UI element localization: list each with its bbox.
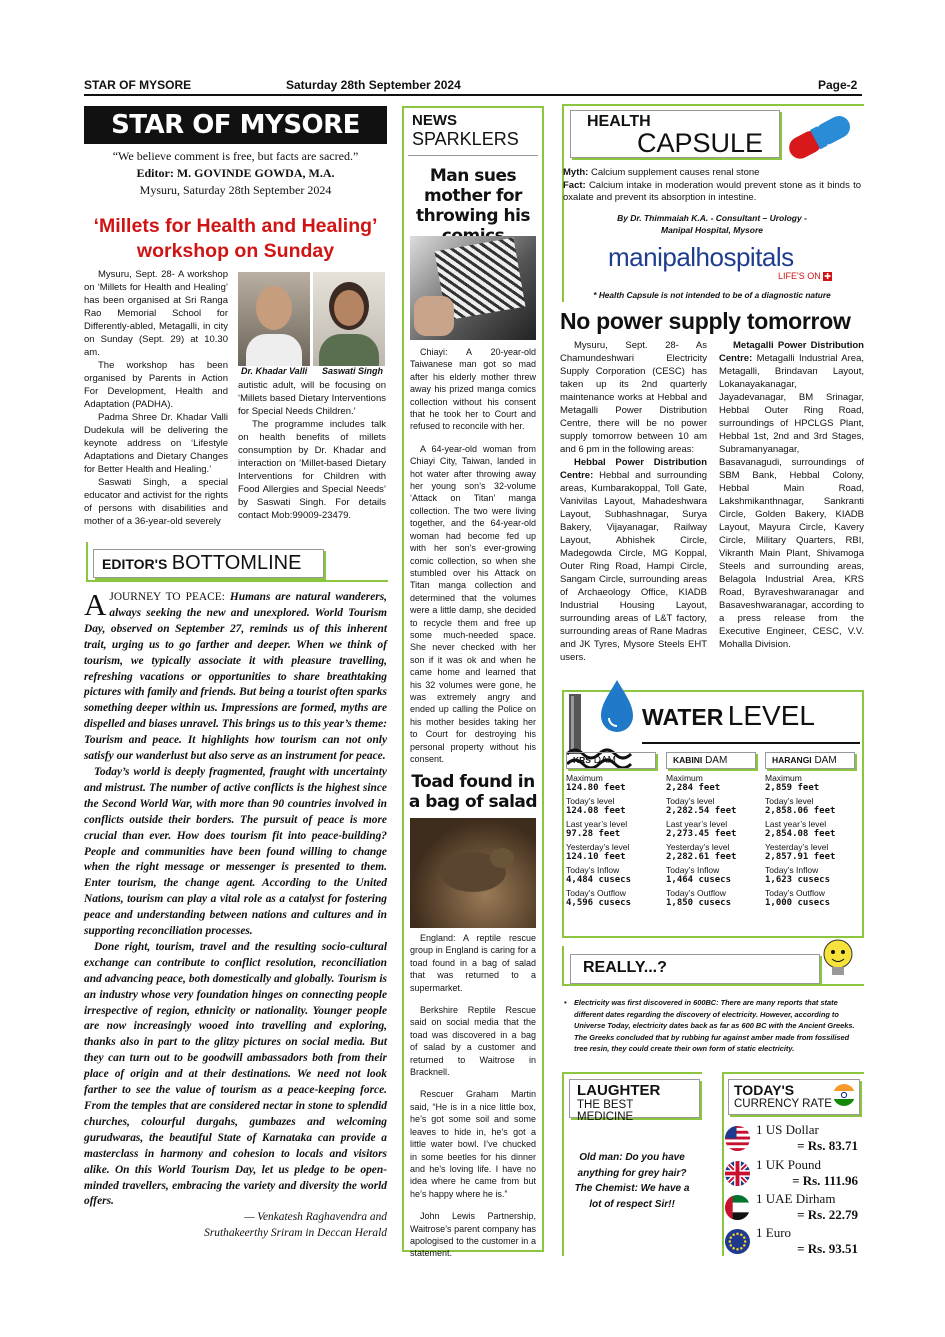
currency-row-usd: 1 US Dollar = Rs. 83.71 <box>724 1122 860 1155</box>
dam-metric-value: 1,000 cusecs <box>765 898 831 908</box>
editorial-body: AJOURNEY TO PEACE: Humans are natural wanderers, always seeking the new and unexplored. World Tourism Day, observed on September 27, reminds us of this inherent trait, urging us to go farther and deeper. When we think of tourism, we typically associate it with pleasure travelling, refreshing vacations or opportunities to share breathtaking pictures with family and friends. But being a tourist often sparks something deeper within us. Impressions are formed, myths are dispelled and biases unravel. This brings us to this year’s theme: Tourism and peace. It highlights how tourism can not only satisfy our wanderlust but also serve as an instrument for peace. Today’s world is deeply fragmented, fraught with uncertainty and mistrust. The number of active conflicts is the highest since the Second World War, with more than 90 countries involved in conflicts outside their borders. The pursuit of peace is more crucial than ever. How does tourism fit into peace-building? People and communities have been found willing to change when the right message or messenger is presented to them. Enter tourism, the change agent. According to the United Nations, tourism can play a vital role as a catalyst for fostering peace and understanding between nations and cultures and in supporting reconciliation processes. Done right, tourism, travel and the resulting socio-cultural exchange can contribute to conflict resolution, reconciliation and advancing peace, both domestically and globally. Tourism is an industry whose very foundation hinges on connecting people irrespective of region, ethnicity or nationality. Younger people are now increasingly wooed into travelling and exploring, thanks also in part to the glitzy pictures on social media. But they can turn out to be goodwill ambassadors both from their place of origin and at their destinations. We need not look farther to see the value of tourism as a peace-keeping force. From the temples that are considered nectar in stone to splendid churches, colourful durgahs, gumbazes and welcoming gurudwaras, the beautiful State of Karnataka can provide a masterclass in harmony and cohesion to locals and visitors alike. On this World Tourism Day, let us pledge to be open-minded travellers, embracing the variety and diversity the world offers. — Venkatesh Raghavendra and Sruthakeerthy Sriram in Deccan Herald <box>84 587 387 1240</box>
uk-flag-icon <box>724 1160 751 1187</box>
dam-name: KRS DAM <box>566 752 656 769</box>
us-flag-icon <box>724 1125 751 1152</box>
news-article-1: Chiayi: A 20-year-old Taiwanese man got so mad after his elderly mother threw away his prized manga comics collection without his consent that he took her to Court and refused to reconcile with her. A 64-year-old woman from Chiayi City, Taiwan, landed in hot water after throwing away her young son’s 32-volume ‘Attack on Titan’ manga collection. The two were living together, and the 64-year-old woman had become fed up with her son’s ever-growing comic collection, so when she stumbled over his Attack on Titan manga collection and determined that the volumes were a little damp, she decided to recycle them and free up some much-needed space. She never checked with her son if it was ok and when he came home and learned that his 32 volumes were gone, he was extremely angry and ended up calling the Police on his mother besides taking her to Court for destroying his personal property without his consent. <box>410 347 536 764</box>
dam-metric-value: 124.80 feet <box>566 783 626 793</box>
dam-column <box>566 755 661 908</box>
capsule-icon <box>778 108 862 164</box>
dam-name: HARANGI DAM <box>765 752 855 769</box>
dam-metric-label: Today’s level <box>666 796 715 806</box>
dam-metric-value: 2,854.08 feet <box>765 829 836 839</box>
dateline: Mysuru, Saturday 28th September 2024 <box>139 183 332 197</box>
dam-metric-label: Maximum <box>666 773 703 783</box>
currency-label: TODAY'S CURRENCY RATE <box>728 1079 860 1115</box>
health-disclaimer: * Health Capsule is not intended to be of a diagnostic nature <box>593 290 831 300</box>
news-article-2: England: A reptile rescue group in England is caring for a toad found in a bag of salad that was returned to a supermarket. Berkshire Reptile Rescue said on social media that the toad was discovered in a bag of salad by a customer and returned to Waitrose in Bracknell. Rescuer Graham Martin said, “He is in a nice little box, he’s got some soil and some leaves to hide in, he’s got a little water bowl. I’ve chucked in some beetles for his dinner and he’s loving life. I have no idea where he came from but he’s happy where he is.” John Lewis Partnership, Waitrose’s parent company has apologised to the customer in a statement. <box>410 933 536 1259</box>
dam-metric-value: 2,282.61 feet <box>666 852 737 862</box>
dam-metric-value: 2,284 feet <box>666 783 721 793</box>
dam-metric-value: 2,858.06 feet <box>765 806 836 816</box>
millets-col1: Mysuru, Sept. 28- A workshop on ‘Millets for Health and Healing’ has been organised at Sri Ranga Rao Memorial School for Differently-abled, Metagalli, in city on Sunday (Sept. 29) at 10.30 am. The workshop has been organised by Parents in Action For Development, Health and Adaptation (PADHA). Padma Shree Dr. Khadar Valli Dudekula will be delivering the keynote address on ‘Lifestyle Adaptations and Dietary Changes for Better Health and Healing.’ Saswati Singh, a special educator and activist for the rights of persons with disabilities and mother of a 36-year-old severely <box>84 269 228 527</box>
health-text: Myth: Calcium supplement causes renal stone Fact: Calcium intake in moderation would prevent stone as it binds to oxalate and prevent its absorption in intestine. <box>563 167 861 203</box>
currency-row-aed: 1 UAE Dirham = Rs. 22.79 <box>724 1191 860 1224</box>
dam-metric-value: 2,273.45 feet <box>666 829 737 839</box>
dam-metric-label: Last year’s level <box>666 819 728 829</box>
dam-metric-value: 124.08 feet <box>566 806 626 816</box>
dam-column <box>765 755 860 908</box>
power-col2: Metagalli Power Distribution Centre: Metagalli Industrial Area, Metagalli, Brindavan Layout, Lokanayakanagar, Jayadevanagar, BM Srinagar, Hebbal Outer Ring Road, surroundings of HPCLGS Plant, Hebbal 1st, 2nd and 3rd Stages, Subramanyanagar, Basavanagudi, surroundings of SBM Bank, Hebbal Colony, Hebbal Main Road, Lakshmikanthnagar, Sankranti Circle, Golden Bakery, KIADB Layout, Mayura Circle, Kavery Circle, Military Quarters, RBI, Vikranth Main Plant, Shivamoga Steels and surrounding areas, Belagola Industrial Area, KRS Road, Byraveshwaranagar and Basaveshwaranagar, according to a press release from the Executive Engineer, CESC, V.V. Mohalla Division. <box>719 340 864 650</box>
dam-metric-label: Last year’s level <box>566 819 628 829</box>
health-label: HEALTH CAPSULE <box>570 110 780 158</box>
paper-name: STAR OF MYSORE <box>84 78 192 92</box>
dam-metric-value: 2,857.91 feet <box>765 852 836 862</box>
masthead-info <box>84 148 387 199</box>
power-headline: No power supply tomorrow <box>560 308 851 334</box>
issue-date: Saturday 28th September 2024 <box>286 78 461 92</box>
news-headline-2: Toad found in a bag of salad <box>408 772 538 812</box>
power-col1: Mysuru, Sept. 28- As Chamundeshwari Electricity Supply Corporation (CESC) has taken up its 2nd quarterly maintenance works at Hebbal and Metagalli Power Distribution Centre, there will be no power supply tomorrow between 10 am and 6 pm in the following areas: Hebbal Power Distribution Centre: Hebbal and surrounding areas, Kumbarakoppal, Toll Gate, Vanivilas Layout, Mahadeshwara Layout, Subhashnagar, Surya Bakery, Vijayanagar, Railway Layout, Abhishek Circle, Madegowda Circle, MG Koppal, Outer Ring Road, Hampi Circle, Sangam Circle, surrounding areas of Archaeology Office, KIADB Industrial Housing Layout, surrounding areas of L&T factory, surrounding areas of Rane Madras and JK Tyres, Mysore Steels EHT users. <box>560 340 708 663</box>
dam-metric-label: Today’s level <box>765 796 814 806</box>
toad-photo <box>410 818 536 928</box>
dam-metric-value: 4,596 cusecs <box>566 898 632 908</box>
millets-headline: ‘Millets for Health and Healing’ workshop on Sunday <box>93 215 378 262</box>
khadar-photo <box>238 272 310 366</box>
manipal-tagline: LIFE'S ON ✚ <box>778 271 831 281</box>
dam-metric-value: 124.10 feet <box>566 852 626 862</box>
dam-metric-label: Yesterday’s level <box>566 842 630 852</box>
comics-photo <box>410 236 536 340</box>
dam-metric-label: Yesterday’s level <box>666 842 730 852</box>
dam-column <box>666 755 761 908</box>
dam-metric-value: 1,464 cusecs <box>666 875 732 885</box>
water-rule <box>642 742 860 744</box>
dam-metric-value: 1,623 cusecs <box>765 875 831 885</box>
dam-metric-label: Today’s Outflow <box>566 888 626 898</box>
dam-metric-label: Today’s Inflow <box>666 865 720 875</box>
dam-metric-value: 2,859 feet <box>765 783 820 793</box>
dam-name: KABINI DAM <box>666 752 756 769</box>
laughter-joke: Old man: Do you have anything for grey hair? The Chemist: We have a lot of respect Sir!! <box>574 1152 690 1210</box>
dam-metric-label: Maximum <box>566 773 603 783</box>
dam-metric-label: Today’s level <box>566 796 615 806</box>
laughter-label: LAUGHTER THE BEST MEDICINE <box>569 1079 700 1118</box>
millets-col2: autistic adult, will be focusing on ‘Millets based Dietary Interventions for Special Needs Children.’ The programme includes talk on health benefits of millets consumption by Dr. Khadar and interaction on ‘Millet-based Dietary Interventions for Children with Food Allergies and Special Needs’ by Saswati Singh. For details contact Mob:99009-23479. <box>238 380 386 521</box>
bulb-icon <box>814 936 862 982</box>
eu-flag-icon <box>724 1228 751 1255</box>
uae-flag-icon <box>724 1194 751 1221</box>
header-rule <box>84 94 862 96</box>
really-label: REALLY...? <box>570 954 820 984</box>
really-text: • Electricity was first discovered in 600BC: There are many reports that state different dates regarding the discovery of electricity. However, according to Universe Today, electricity dates back as far as 600 BC with the Ancient Greeks. The Greeks concluded that by rubbing fur against amber made from fossilised tree resin, they could create their own form of static electricity. <box>564 998 855 1054</box>
editorial-label: EDITOR'S BOTTOMLINE <box>93 549 324 578</box>
health-byline: By Dr. Thimmaiah K.A. - Consultant – Urology - Manipal Hospital, Mysore <box>617 213 807 235</box>
dam-metric-value: 2,282.54 feet <box>666 806 737 816</box>
motto: “We believe comment is free, but facts are sacred.” <box>112 149 359 163</box>
dam-metric-value: 1,850 cusecs <box>666 898 732 908</box>
manipal-logo: manipalhospitals <box>608 242 794 272</box>
currency-row-gbp: 1 UK Pound = Rs. 111.96 <box>724 1157 860 1190</box>
dam-metric-label: Today’s Inflow <box>566 865 620 875</box>
water-label: WATER LEVEL <box>642 700 815 731</box>
currency-row-eur: 1 Euro = Rs. 93.51 <box>724 1225 860 1258</box>
dam-metric-label: Today’s Outflow <box>765 888 825 898</box>
dam-metric-label: Today’s Inflow <box>765 865 819 875</box>
editor-line: Editor: M. GOVINDE GOWDA, M.A. <box>136 166 335 180</box>
page-number: Page-2 <box>818 78 858 92</box>
caption-khadar: Dr. Khadar Valli <box>241 366 308 376</box>
caption-saswati: Saswati Singh <box>322 366 384 376</box>
dam-metric-value: 4,484 cusecs <box>566 875 632 885</box>
news-label: NEWS SPARKLERS <box>408 112 538 156</box>
dam-metric-label: Last year’s level <box>765 819 827 829</box>
dam-metric-label: Maximum <box>765 773 802 783</box>
dam-metric-label: Today’s Outflow <box>666 888 726 898</box>
dam-metric-label: Yesterday’s level <box>765 842 829 852</box>
saswati-photo <box>313 272 385 366</box>
news-headline-1: Man sues mother for throwing his <box>415 166 531 226</box>
masthead-title: STAR OF MYSORE <box>84 106 387 144</box>
india-flag-icon <box>832 1083 856 1107</box>
dam-metric-value: 97.28 feet <box>566 829 621 839</box>
